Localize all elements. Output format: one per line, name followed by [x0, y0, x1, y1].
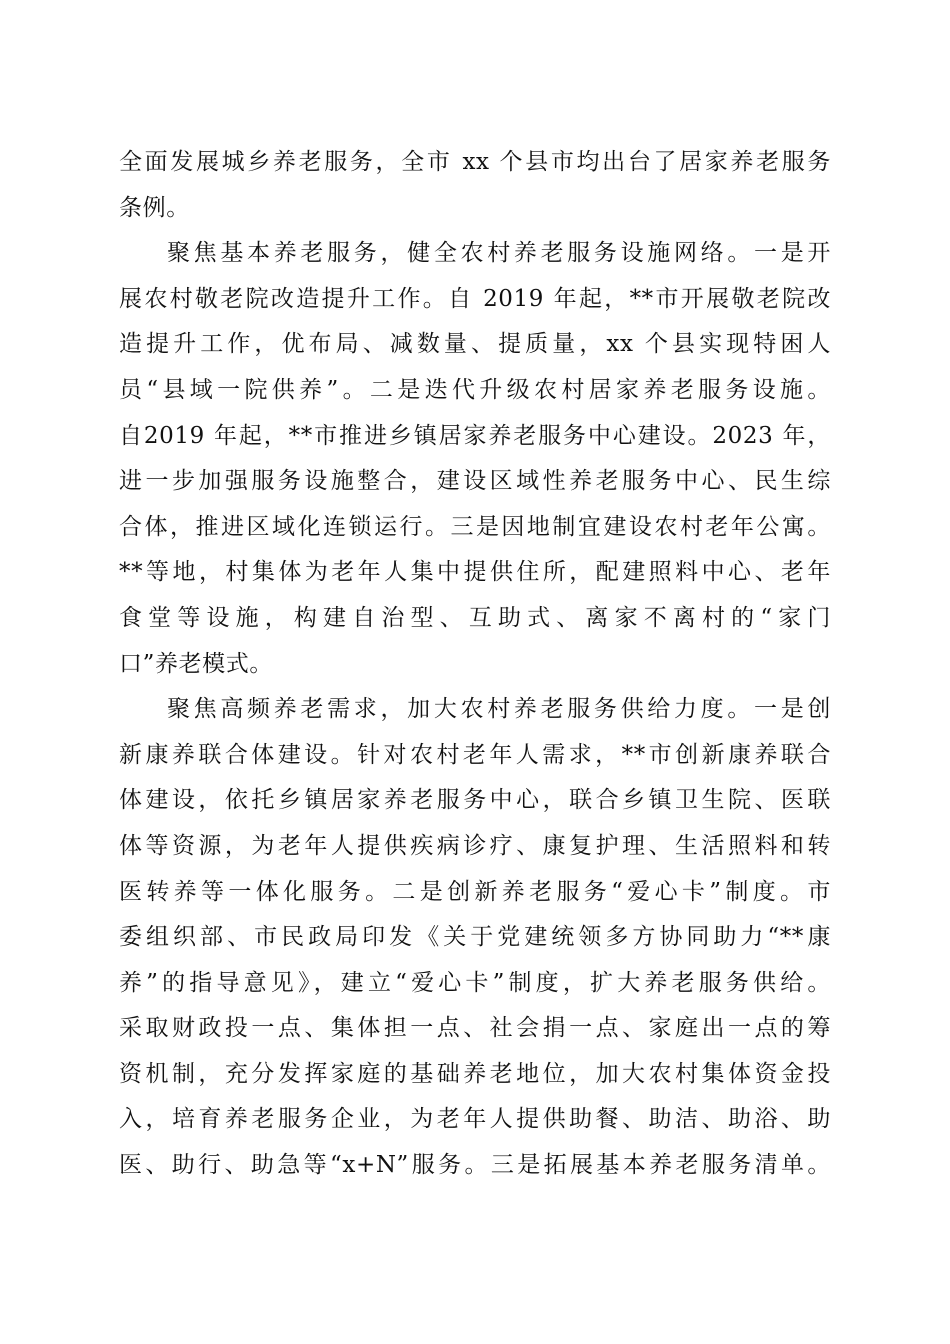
- text-line: 展农村敬老院改造提升工作。自 2019 年起，**市开展敬老院改: [119, 285, 831, 312]
- text-line: 体等资源，为老年人提供疾病诊疗、康复护理、生活照料和转: [119, 832, 831, 859]
- text-line: 新康养联合体建设。针对农村老年人需求，**市创新康养联合: [119, 741, 831, 768]
- text-line: 养”的指导意见》，建立“爱心卡”制度，扩大养老服务供给。: [119, 969, 831, 996]
- text-line: 医转养等一体化服务。二是创新养老服务“爱心卡”制度。市: [119, 878, 831, 905]
- text-line: 聚焦基本养老服务，健全农村养老服务设施网络。一是开: [167, 240, 831, 267]
- text-line: 员“县域一院供养”。二是迭代升级农村居家养老服务设施。: [119, 376, 831, 403]
- text-line: 自2019 年起，**市推进乡镇居家养老服务中心建设。2023 年，: [119, 422, 831, 449]
- text-line: 全面发展城乡养老服务，全市 xx 个县市均出台了居家养老服务: [119, 149, 831, 175]
- text-line: 进一步加强服务设施整合，建设区域性养老服务中心、民生综: [119, 468, 831, 495]
- text-line: 条例。: [119, 194, 190, 221]
- text-line: 采取财政投一点、集体担一点、社会捐一点、家庭出一点的筹: [119, 1015, 831, 1042]
- text-line: 体建设，依托乡镇居家养老服务中心，联合乡镇卫生院、医联: [119, 787, 831, 814]
- text-line: 合体，推进区域化连锁运行。三是因地制宜建设农村老年公寓。: [119, 513, 831, 540]
- text-line: 造提升工作，优布局、减数量、提质量，xx 个县实现特困人: [119, 331, 831, 358]
- document-body: [119, 140, 831, 1189]
- text-line: 资机制，充分发挥家庭的基础养老地位，加大农村集体资金投: [119, 1060, 831, 1087]
- text-line: 委组织部、市民政局印发《关于党建统领多方协同助力“**康: [119, 924, 831, 951]
- text-line: 入，培育养老服务企业，为老年人提供助餐、助洁、助浴、助: [119, 1106, 831, 1133]
- text-line: 口”养老模式。: [119, 650, 273, 677]
- text-line: 聚焦高频养老需求，加大农村养老服务供给力度。一是创: [167, 696, 831, 723]
- text-line: 医、助行、助急等“x+N”服务。三是拓展基本养老服务清单。: [119, 1152, 831, 1179]
- text-line: 食堂等设施，构建自治型、互助式、离家不离村的“家门: [119, 604, 831, 631]
- text-line: **等地，村集体为老年人集中提供住所，配建照料中心、老年: [119, 559, 831, 586]
